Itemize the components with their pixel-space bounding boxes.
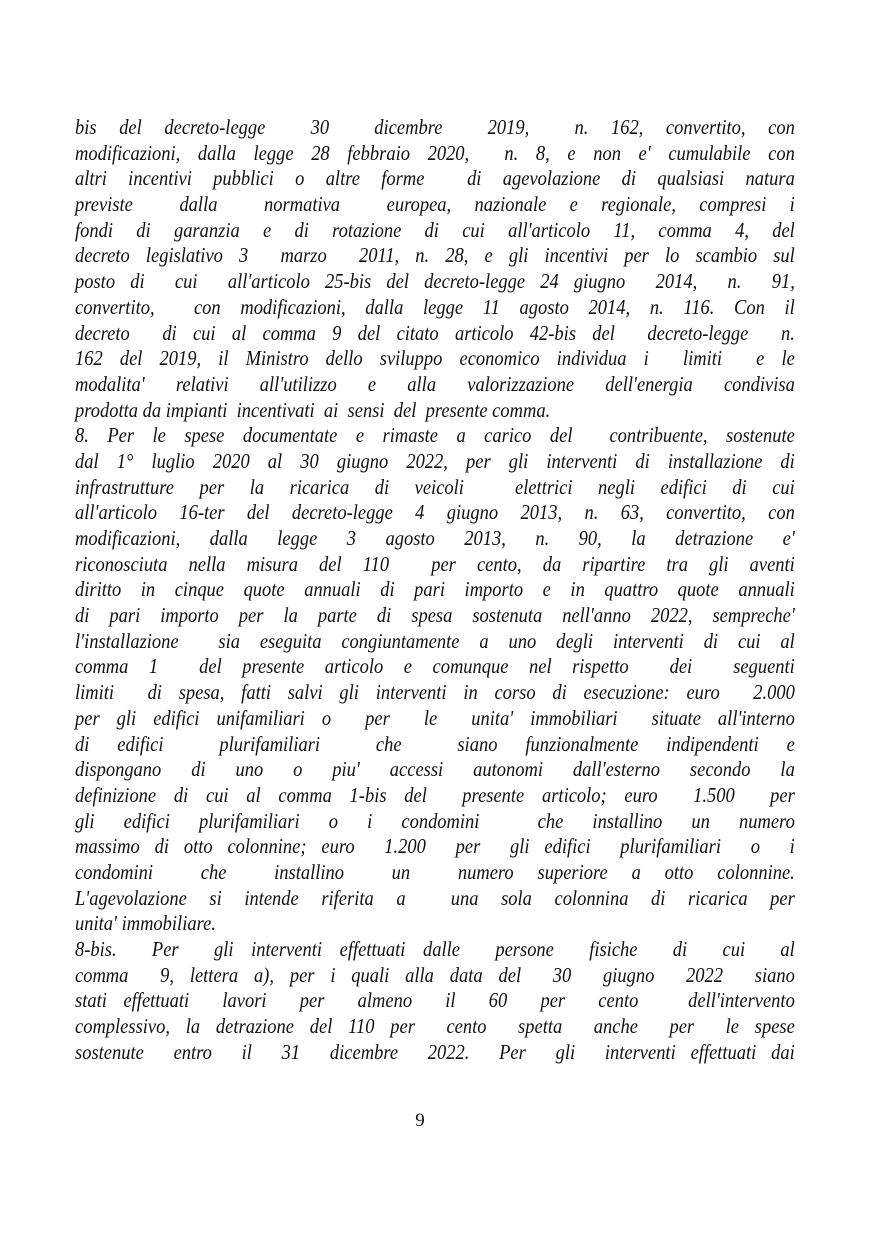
text-line: sostenute entro il 31 dicembre 2022. Per gli interventi effettuati dai bbox=[75, 1039, 795, 1064]
text-line: 8-bis. Per gli interventi effettuati dalle persone fisiche di cui al bbox=[75, 937, 795, 961]
text-line: fondi di garanzia e di rotazione di cui all'articolo 11, comma 4, del bbox=[75, 217, 795, 242]
text-line: infrastrutture per la ricarica di veicoli elettrici negli edifici di cui bbox=[75, 474, 795, 499]
text-line: condomini che installino un numero superiore a otto colonnine. bbox=[75, 859, 795, 884]
text-line: limiti di spesa, fatti salvi gli interventi in corso di esecuzione: euro 2.000 bbox=[75, 680, 795, 705]
text-line: dispongano di uno o piu' accessi autonomi dall'esterno secondo la bbox=[75, 757, 795, 782]
text-line: diritto in cinque quote annuali di pari importo e in quattro quote annuali bbox=[75, 577, 795, 602]
paragraph-comma-8 bbox=[75, 423, 795, 937]
text-line: comma 1 del presente articolo e comunque nel rispetto dei seguenti bbox=[75, 654, 795, 679]
text-line: di pari importo per la parte di spesa sostenuta nell'anno 2022, sempreche' bbox=[75, 603, 795, 628]
text-line: massimo di otto colonnine; euro 1.200 per gli edifici plurifamiliari o i bbox=[75, 834, 795, 859]
paragraph-comma-7-continuation bbox=[75, 115, 795, 423]
text-line: decreto di cui al comma 9 del citato articolo 42-bis del decreto-legge n. bbox=[75, 320, 795, 345]
paragraph-comma-8-bis bbox=[75, 937, 795, 1065]
text-line: L'agevolazione si intende riferita a una sola colonnina di ricarica per bbox=[75, 885, 795, 910]
document-body bbox=[75, 115, 795, 1065]
text-line: definizione di cui al comma 1-bis del presente articolo; euro 1.500 per bbox=[75, 782, 795, 807]
text-line: 162 del 2019, il Ministro dello sviluppo economico individua i limiti e le bbox=[75, 346, 795, 371]
text-line: gli edifici plurifamiliari o i condomini che installino un numero bbox=[75, 808, 795, 833]
text-line: unita' immobiliare. bbox=[75, 911, 216, 936]
text-line: stati effettuati lavori per almeno il 60 per cento dell'intervento bbox=[75, 988, 795, 1013]
text-line: per gli edifici unifamiliari o per le unita' immobiliari situate all'interno bbox=[75, 705, 795, 730]
text-line: comma 9, lettera a), per i quali alla data del 30 giugno 2022 siano bbox=[75, 962, 795, 987]
text-line: l'installazione sia eseguita congiuntamente a uno degli interventi di cui al bbox=[75, 628, 795, 653]
text-line: dal 1° luglio 2020 al 30 giugno 2022, per gli interventi di installazione di bbox=[75, 448, 795, 473]
text-line: decreto legislativo 3 marzo 2011, n. 28, e gli incentivi per lo scambio sul bbox=[75, 243, 795, 268]
text-line: modificazioni, dalla legge 3 agosto 2013, n. 90, la detrazione e' bbox=[75, 526, 795, 550]
text-line: modificazioni, dalla legge 28 febbraio 2020, n. 8, e non e' cumulabile con bbox=[75, 140, 795, 165]
text-line: riconosciuta nella misura del 110 per cento, da ripartire tra gli aventi bbox=[75, 551, 795, 576]
text-line: bis del decreto-legge 30 dicembre 2019, n. 162, convertito, con bbox=[75, 115, 795, 139]
text-line: modalita' relativi all'utilizzo e alla valorizzazione dell'energia condivisa bbox=[75, 371, 795, 396]
text-line: convertito, con modificazioni, dalla legge 11 agosto 2014, n. 116. Con il bbox=[75, 294, 795, 319]
page-number: 9 bbox=[415, 1110, 425, 1131]
text-line: prodotta da impianti incentivati ai sensi del presente comma. bbox=[75, 397, 551, 422]
text-line: 8. Per le spese documentate e rimaste a carico del contribuente, sostenute bbox=[75, 423, 795, 448]
text-line: previste dalla normativa europea, nazionale e regionale, compresi i bbox=[75, 192, 795, 217]
text-line: complessivo, la detrazione del 110 per cento spetta anche per le spese bbox=[75, 1014, 795, 1039]
text-line: posto di cui all'articolo 25-bis del decreto-legge 24 giugno 2014, n. 91, bbox=[75, 269, 795, 294]
text-line: all'articolo 16-ter del decreto-legge 4 giugno 2013, n. 63, convertito, con bbox=[75, 500, 795, 525]
text-line: altri incentivi pubblici o altre forme di agevolazione di qualsiasi natura bbox=[75, 166, 795, 191]
text-line: di edifici plurifamiliari che siano funzionalmente indipendenti e bbox=[75, 731, 795, 756]
